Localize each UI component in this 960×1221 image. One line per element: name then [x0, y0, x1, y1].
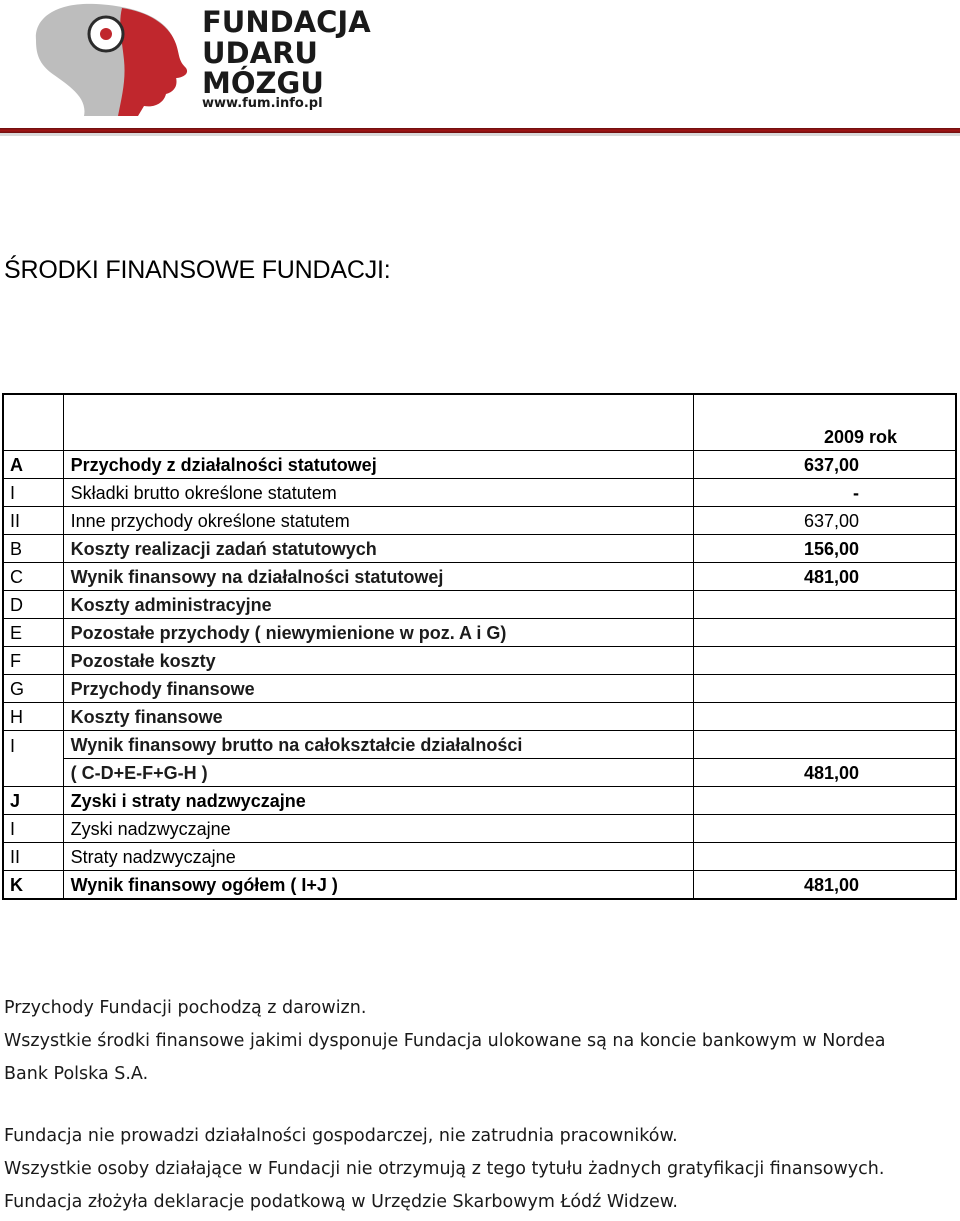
row-label: Straty nadzwyczajne — [63, 843, 693, 871]
note-paragraph: Wszystkie osoby działające w Fundacji nie otrzymują z tego tytułu żadnych gratyfikacji finansowych. — [4, 1159, 885, 1179]
table-row — [3, 759, 956, 787]
row-value: 481,00 — [693, 871, 956, 900]
table-row — [3, 507, 956, 535]
row-label: Koszty administracyjne — [63, 591, 693, 619]
page-title: ŚRODKI FINANSOWE FUNDACJI: — [4, 256, 391, 284]
table-row — [3, 703, 956, 731]
row-label: Inne przychody określone statutem — [63, 507, 693, 535]
note-paragraph: Bank Polska S.A. — [4, 1064, 149, 1084]
row-value — [693, 591, 956, 619]
row-value: 156,00 — [693, 535, 956, 563]
table-row — [3, 647, 956, 675]
table-header-row — [3, 394, 956, 451]
row-value — [693, 731, 956, 759]
row-code: I — [3, 479, 63, 507]
header-divider-shadow — [0, 133, 960, 136]
logo-text-line2: UDARU — [202, 36, 318, 70]
row-label: Zyski nadzwyczajne — [63, 815, 693, 843]
row-code: E — [3, 619, 63, 647]
row-label: Zyski i straty nadzwyczajne — [63, 787, 693, 815]
table-header-code — [3, 394, 63, 451]
row-label: Pozostałe przychody ( niewymienione w poz. A i G) — [63, 619, 693, 647]
row-code: C — [3, 563, 63, 591]
row-code: K — [3, 871, 63, 900]
row-label: Wynik finansowy ogółem ( I+J ) — [63, 871, 693, 900]
row-code: J — [3, 787, 63, 815]
logo-text-line3: MÓZGU — [202, 66, 324, 100]
note-paragraph: Wszystkie środki finansowe jakimi dysponuje Fundacja ulokowane są na koncie bankowym w Nordea — [4, 1031, 886, 1051]
table-row — [3, 731, 956, 759]
row-code: A — [3, 451, 63, 479]
note-paragraph: Fundacja nie prowadzi działalności gospodarczej, nie zatrudnia pracowników. — [4, 1126, 678, 1146]
table-header-desc — [63, 394, 693, 451]
row-code: G — [3, 675, 63, 703]
table-row — [3, 871, 956, 900]
row-value: - — [693, 479, 956, 507]
row-label: Pozostałe koszty — [63, 647, 693, 675]
row-label: Przychody finansowe — [63, 675, 693, 703]
table-row — [3, 619, 956, 647]
table-row — [3, 563, 956, 591]
row-value — [693, 815, 956, 843]
table-row — [3, 591, 956, 619]
row-value: 637,00 — [693, 507, 956, 535]
table-row — [3, 843, 956, 871]
table-row — [3, 451, 956, 479]
row-label: Wynik finansowy brutto na całokształcie działalności — [63, 731, 693, 759]
row-code: II — [3, 843, 63, 871]
row-value — [693, 787, 956, 815]
table-row — [3, 535, 956, 563]
row-code: II — [3, 507, 63, 535]
row-code: B — [3, 535, 63, 563]
table-row — [3, 815, 956, 843]
year-header: 2009 rok — [693, 394, 956, 451]
financial-table — [2, 393, 957, 900]
row-value — [693, 647, 956, 675]
row-value: 481,00 — [693, 759, 956, 787]
table-row — [3, 675, 956, 703]
row-label: Składki brutto określone statutem — [63, 479, 693, 507]
head-profile-logo-icon — [26, 0, 206, 118]
row-code: D — [3, 591, 63, 619]
row-code: I — [3, 731, 63, 759]
row-label: Koszty realizacji zadań statutowych — [63, 535, 693, 563]
row-value: 637,00 — [693, 451, 956, 479]
row-label: Przychody z działalności statutowej — [63, 451, 693, 479]
note-paragraph: Przychody Fundacji pochodzą z darowizn. — [4, 998, 367, 1018]
row-value — [693, 703, 956, 731]
row-code: H — [3, 703, 63, 731]
logo-url: www.fum.info.pl — [202, 96, 323, 111]
table-row — [3, 479, 956, 507]
foundation-logo — [26, 0, 386, 120]
note-paragraph: Fundacja złożyła deklaracje podatkową w Urzędzie Skarbowym Łódź Widzew. — [4, 1192, 678, 1212]
row-code — [3, 759, 63, 787]
row-label: ( C-D+E-F+G-H ) — [63, 759, 693, 787]
row-value — [693, 619, 956, 647]
table-row — [3, 787, 956, 815]
logo-text-line1: FUNDACJA — [202, 5, 371, 39]
row-value — [693, 843, 956, 871]
row-value — [693, 675, 956, 703]
row-label: Wynik finansowy na działalności statutowej — [63, 563, 693, 591]
row-value: 481,00 — [693, 563, 956, 591]
row-label: Koszty finansowe — [63, 703, 693, 731]
row-code: I — [3, 815, 63, 843]
row-code: F — [3, 647, 63, 675]
